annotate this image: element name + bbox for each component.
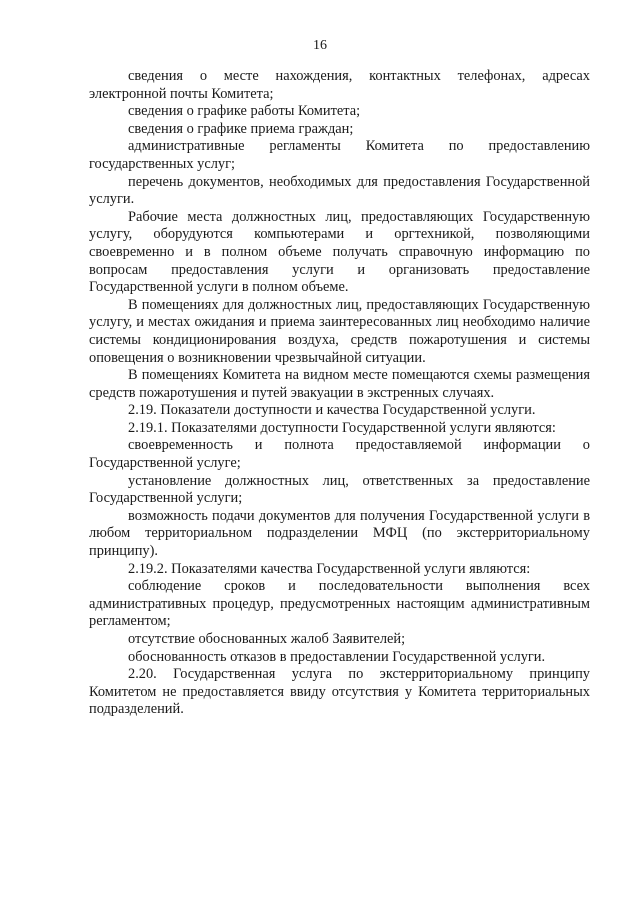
paragraph-info-location: сведения о месте нахождения, контактных телефонах, адресах электронной почты Комитета; [89,68,590,102]
paragraph-premises: В помещениях для должностных лиц, предоставляющих Государственную услугу, и местах ожидания и приема заинтересованных лиц необходимо наличие системы кондиционирования воздуха, средств пожаротушения и системы оповещения о возникновении чрезвычайной ситуации. [89,296,590,366]
paragraph-info-documents: перечень документов, необходимых для предоставления Государственной услуги. [89,173,590,208]
paragraph-evacuation: В помещениях Комитета на видном месте помещаются схемы размещения средств пожаротушения и путей эвакуации в экстренных случаях. [89,367,590,401]
paragraph-responsible-persons: установление должностных лиц, ответственных за предоставление Государственной услуги; [89,472,590,507]
paragraph-workplaces: Рабочие места должностных лиц, предоставляющих Государственную услугу, оборудуются компьютерами и оргтехникой, позволяющими своевременно и в полном объеме получать справочную информацию по вопросам предоставления услуги и организовать предоставление Государственной услуги в полном объеме. [89,208,590,296]
section-2-19-2-heading: 2.19.2. Показателями качества Государственной услуги являются: [128,560,531,577]
section-2-19-heading: 2.19. Показатели доступности и качества Государственной услуги. [128,402,536,419]
paragraph-info-schedule: сведения о графике работы Комитета; [128,103,361,120]
page-number: 16 [313,38,327,53]
section-2-19-1-heading: 2.19.1. Показателями доступности Государственной услуги являются: [128,419,556,436]
paragraph-refusals: обоснованность отказов в предоставлении Государственной услуги. [128,648,546,665]
paragraph-no-complaints: отсутствие обоснованных жалоб Заявителей; [128,631,406,647]
section-2-20-paragraph: 2.20. Государственная услуга по экстерриториальному принципу Комитетом не предоставляется ввиду отсутствия у Комитета территориальных подразделений. [89,666,590,718]
paragraph-mfc-submission: возможность подачи документов для получения Государственной услуги в любом территориальном подразделении МФЦ (по экстерриториальному принципу). [89,507,590,560]
paragraph-timeliness: своевременность и полнота предоставляемой информации о Государственной услуге; [89,437,590,472]
document-body [89,68,590,719]
paragraph-info-reception: сведения о графике приема граждан; [128,120,354,137]
paragraph-deadlines: соблюдение сроков и последовательности выполнения всех административных процедур, предусмотренных настоящим административным регламентом; [89,578,590,630]
paragraph-info-regulations: административные регламенты Комитета по предоставлению государственных услуг; [89,138,590,172]
